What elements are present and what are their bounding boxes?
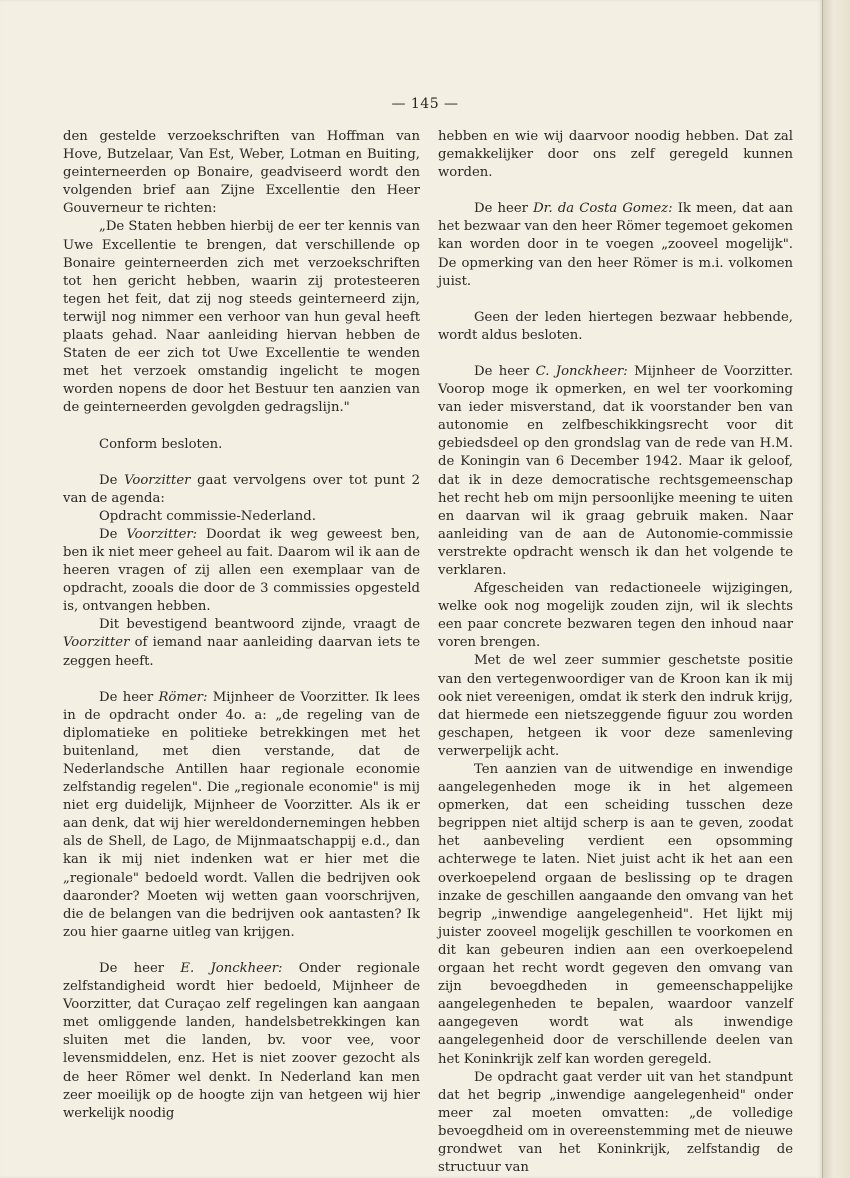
speaker-name: Römer: bbox=[158, 689, 208, 705]
speaker-name: Dr. da Costa Gomez: bbox=[533, 201, 673, 217]
right-column bbox=[438, 128, 793, 1177]
text-run: De bbox=[99, 472, 125, 488]
paragraph: Conform besloten. bbox=[99, 436, 223, 452]
paragraph: Opdracht commissie-Nederland. bbox=[99, 508, 316, 524]
paragraph bbox=[63, 472, 420, 508]
paragraph bbox=[438, 363, 793, 580]
page-number: — 145 — bbox=[391, 96, 459, 112]
paragraph bbox=[63, 689, 420, 942]
paragraph: Met de wel zeer summier geschetste positie van den vertegenwoordiger van de Kroon kan ik mij ook niet vereenigen, omdat ik sterk den indruk krijg, dat hiermede een nietszeggende figuur zou worden geschapen, hetgeen ik voor deze samenleving verwerpelijk acht. bbox=[438, 653, 793, 759]
speaker-name: C. Jonckheer: bbox=[535, 363, 628, 379]
text-run: De bbox=[99, 526, 127, 542]
paragraph: „De Staten hebben hierbij de eer ter kennis van Uwe Excellentie te brengen, dat verschillende op Bonaire geinterneerden zich met verzoekschriften tot hen gericht hebben, waarin zij protesteeren tegen het feit, dat zij nog steeds geinterneerd zijn, terwijl nog nimmer een verhoor van hun geval heeft plaats gehad. Naar aanleiding hiervan hebben de Staten de eer zich tot Uwe Excellentie te wenden met het verzoek omstandig ingelicht te mogen worden nopens de door het Bestuur ten aanzien van de geinterneerden gevolgden gedragslijn." bbox=[63, 219, 420, 416]
text-run: Dit bevestigend beantwoord zijnde, vraagt de bbox=[99, 617, 420, 633]
paragraph bbox=[63, 616, 420, 670]
paragraph: De opdracht gaat verder uit van het standpunt dat het begrip „inwendige aangelegenheid" onder meer zal moeten omvatten: „de volledige bevoegdheid om in overeenstemming met de nieuwe grondwet van het Koninkrijk, zelfstandig de structuur van bbox=[438, 1069, 793, 1176]
paragraph bbox=[63, 526, 420, 616]
paragraph: den gestelde verzoekschriften van Hoffman van Hove, Butzelaar, Van Est, Weber, Lotman en Buiting, geinterneerden op Bonaire, geadviseerd wordt den volgenden brief aan Zijne Excellentie den Heer Gouverneur te richten: bbox=[63, 129, 420, 217]
text-run: gaat vervolgens over tot punt 2 van de agenda: bbox=[63, 472, 420, 506]
paragraph bbox=[63, 960, 420, 1123]
speaker-name: Voorzitter: bbox=[126, 526, 198, 542]
text-run: De heer bbox=[99, 960, 181, 976]
text-run: Ik meen, dat aan het bezwaar van den heer Römer tegemoet gekomen kan worden door in te voegen „zooveel mogelijk". De opmerking van den heer Römer is m.i. volkomen juist. bbox=[438, 201, 793, 289]
speaker-name: E. Jonckheer: bbox=[180, 960, 283, 976]
text-run: De heer bbox=[474, 363, 536, 379]
speaker-name: Voorzitter bbox=[124, 472, 191, 488]
paragraph bbox=[438, 200, 793, 290]
text-run: of iemand naar aanleiding daarvan iets te zeggen heeft. bbox=[63, 635, 420, 669]
page-edge bbox=[822, 0, 850, 1178]
paragraph: Afgescheiden van redactioneele wijzigingen, welke ook nog mogelijk zouden zijn, wil ik slechts een paar concrete bezwaren tegen den inhoud naar voren brengen. bbox=[438, 581, 793, 651]
speaker-name: Voorzitter bbox=[63, 635, 130, 651]
text-run: Onder regionale zelfstandigheid wordt hier bedoeld, Mijnheer de Voorzitter, dat Curaçao zelf regelingen kan aangaan met omliggende landen, handelsbetrekkingen kan sluiten met die landen, bv. voor vee, voor levensmiddelen, enz. Het is niet zoover gezocht als de heer Römer wel denkt. In Nederland kan men zeer moeilijk op de hoogte zijn van hetgeen wij hier werkelijk noodig bbox=[63, 960, 420, 1121]
text-run: Mijnheer de Voorzitter. Voorop moge ik opmerken, en wel ter voorkoming van ieder misverstand, dat ik voorstander ben van autonomie en zelfbeschikkingsrecht voor dit gebiedsdeel op den grondslag van de rede van H.M. de Koningin van 6 December 1942. Maar ik geloof, dat ik in deze democratische rechtsgemeenschap het recht heb om mijn persoonlijke meening te uiten en daarvan wil ik graag gebruik maken. Naar aanleiding van de aan de Autonomie-commissie verstrekte opdracht wensch ik dan het volgende te verklaren. bbox=[438, 363, 794, 578]
paragraph: Ten aanzien van de uitwendige en inwendige aangelegenheden moge ik in het algemeen opmerken, dat een scheiding tusschen deze begrippen niet altijd scherp is aan te geven, zoodat het aanbeveling verdient een opsomming achterwege te laten. Niet juist acht ik het aan een overkoepelend orgaan de beslissing op te dragen inzake de geschillen aangaande den omvang van het begrip „inwendige aangelegenheid". Het lijkt mij juister zooveel mogelijk geschillen te voorkomen en dit kan gebeuren indien aan een overkoepelend orgaan het recht wordt gegeven den omvang van zijn bevoegdheden in gemeenschappelijke aangelegenheden te bepalen, waardoor vanzelf aangegeven wordt wat als inwendige aangelegenheid door de verschillende deelen van het Koninkrijk zelf kan worden geregeld. bbox=[438, 762, 793, 1067]
text-run: Mijnheer de Voorzitter. Ik lees in de opdracht onder 4o. a: „de regeling van de diplomatieke en politieke betrekkingen met het buitenland, met dien verstande, dat de Nederlandsche Antillen haar regionale economie zelfstandig regelen". Die „regionale economie" is mij niet erg duidelijk, Mijnheer de Voorzitter. Als ik er aan denk, dat wij hier wereldondernemingen hebben als de Shell, de Lago, de Mijnmaatschappij e.d., dan kan ik mij niet indenken wat er hier met die „regionale" bedoeld wordt. Vallen die bedrijven ook daaronder? Moeten wij wetten gaan voorschrijven, die de belangen van die bedrijven ook aantasten? Ik zou hier gaarne uitleg van krijgen. bbox=[63, 689, 420, 940]
left-column bbox=[63, 128, 420, 1123]
text-run: Doordat ik weg geweest ben, ben ik niet meer geheel au fait. Daarom wil ik aan de heeren vragen of zij allen een exemplaar van de opdracht, zooals die door de 3 commissies opgesteld is, ontvangen hebben. bbox=[63, 526, 420, 615]
paragraph: hebben en wie wij daarvoor noodig hebben. Dat zal gemakkelijker door ons zelf geregeld kunnen worden. bbox=[438, 129, 793, 181]
text-run: De heer bbox=[474, 201, 534, 217]
text-run: De heer bbox=[99, 689, 159, 705]
paragraph: Geen der leden hiertegen bezwaar hebbende, wordt aldus besloten. bbox=[438, 309, 793, 343]
